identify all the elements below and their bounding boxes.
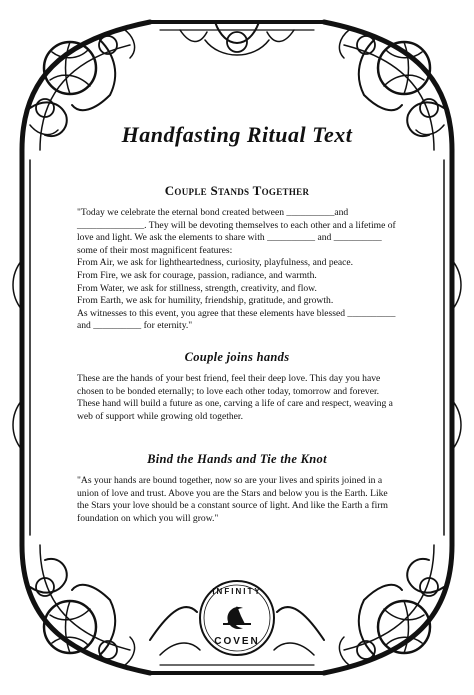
section-text-bind-the-hands bbox=[77, 475, 399, 525]
text-line: chosen to be bonded eternally; to love each other today, tomorrow and forever. bbox=[77, 385, 380, 397]
text-line: These hand will build a future as one, carving a life of care and respect, weaving a bbox=[77, 398, 393, 410]
text-line: and __________ for eternity." bbox=[77, 320, 193, 332]
text-line: From Fire, we ask for courage, passion, radiance, and warmth. bbox=[77, 269, 317, 281]
text-line: From Earth, we ask for humility, friendship, gratitude, and growth. bbox=[77, 295, 334, 307]
section-heading-couple-joins-hands: Couple joins hands bbox=[184, 350, 290, 364]
text-line: union of love and trust. Above you are the Stars and below you is the Earth. Like bbox=[77, 487, 388, 499]
text-line: ______________. They will be devoting themselves to each other and a lifetime of bbox=[77, 219, 396, 231]
text-line: the Stars your love should be a constant source of light. And like the Earth a firm bbox=[77, 500, 388, 512]
text-line: "Today we celebrate the eternal bond created between __________and bbox=[77, 207, 349, 218]
logo-bottom-text: COVEN bbox=[214, 636, 260, 647]
section-text-couple-joins-hands bbox=[77, 373, 399, 423]
text-line: love and light. We ask the elements to share with __________ and __________ bbox=[77, 232, 382, 244]
text-line: "As your hands are bound together, now so are your lives and spirits joined in a bbox=[77, 475, 383, 486]
text-line: These are the hands of your best friend, feel their deep love. This day you have bbox=[77, 373, 381, 384]
text-line: From Air, we ask for lightheartedness, curiosity, playfulness, and peace. bbox=[77, 257, 354, 269]
text-line: As witnesses to this event, you agree that these elements have blessed __________ bbox=[77, 307, 396, 319]
logo-top-text: INFINITY bbox=[212, 587, 262, 596]
section-heading-couple-stands: Couple Stands Together bbox=[164, 183, 310, 198]
section-text-couple-stands bbox=[77, 207, 399, 333]
page-title: Handfasting Ritual Text bbox=[121, 122, 353, 147]
text-line: foundation on which you will grow." bbox=[77, 512, 219, 524]
section-heading-bind-the-hands: Bind the Hands and Tie the Knot bbox=[147, 452, 327, 466]
corner-ornament-bottom-right bbox=[324, 545, 452, 673]
text-line: From Water, we ask for stillness, strength, creativity, and flow. bbox=[77, 282, 317, 294]
infinity-coven-logo bbox=[197, 578, 277, 658]
top-center-knot-ornament bbox=[180, 22, 294, 55]
corner-ornament-bottom-left bbox=[22, 545, 150, 673]
text-line: web of support while growing old together. bbox=[77, 410, 243, 422]
text-line: some of their most magnificent features: bbox=[77, 244, 233, 256]
